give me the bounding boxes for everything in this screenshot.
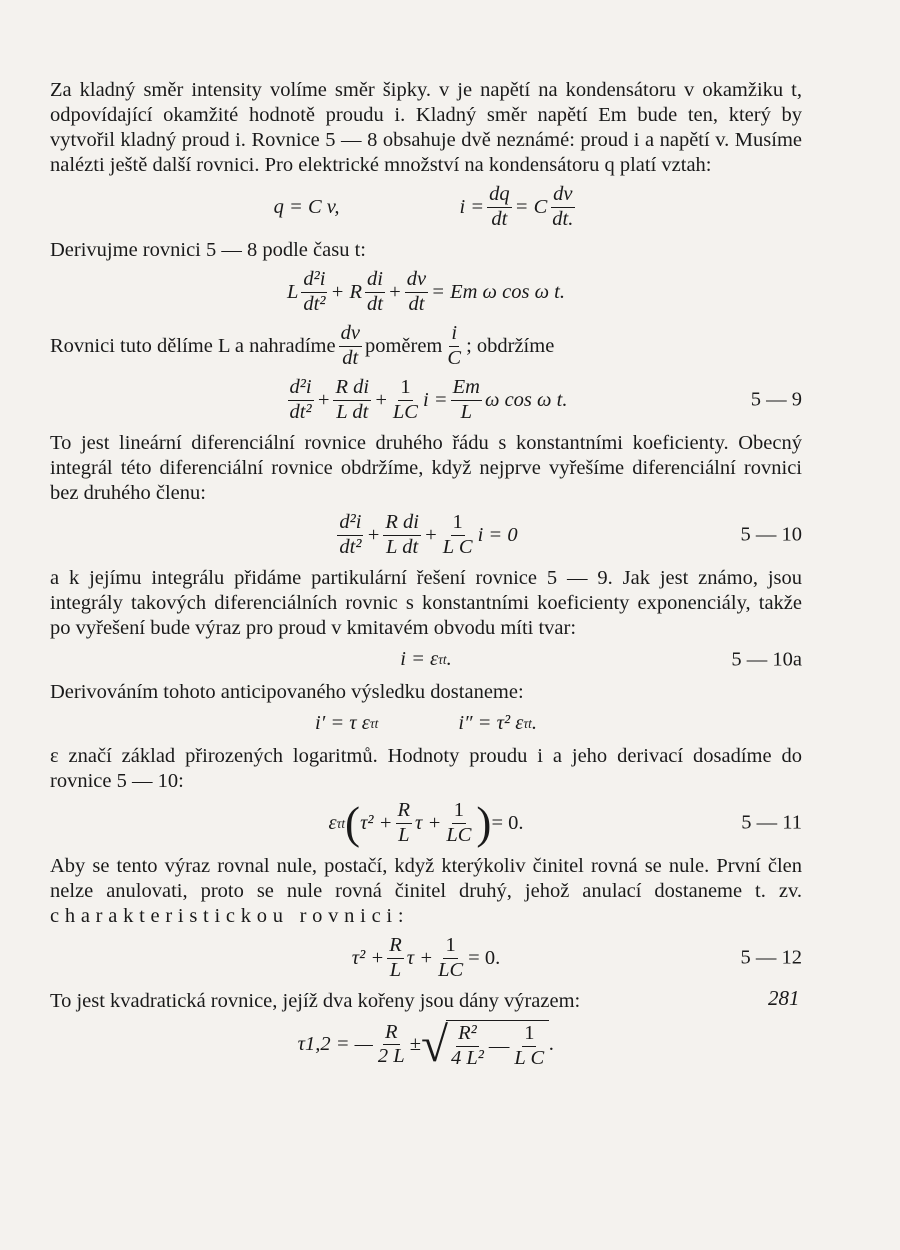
equation-number: 5 — 9 <box>750 388 802 411</box>
equation-charge: q = C v, i = $\frac{dq}{dt}$ = C $\frac{dv}{dt.}$ <box>273 183 574 230</box>
paragraph: ε značí základ přirozených logaritmů. Hodnoty proudu i a jeho derivací dosadíme do rovnice 5 — 10: <box>50 745 802 793</box>
paragraph: To jest lineární diferenciální rovnice druhého řádu s konstantními koeficienty. Obecný integrál této diferenciální rovnice obdržíme, když nejprve vyřešíme diferenciální rovnici bez druhého členu: <box>50 432 802 505</box>
equation-number: 5 — 10a <box>731 648 802 671</box>
equation-5-10: $\frac{\text{d²i}}{\text{dt²}}$ + $\frac{\text{R di}}{\text{L dt}}$ + $\frac{1}{\text{L C}}$ i = 0 5 — 10 <box>339 511 802 558</box>
paragraph: Za kladný směr intensity volíme směr šipky. v je napětí na kondensátoru v okamžiku t, odpovídající okamžité hodnotě proudu i. Kladný směr napětí Em bude ten, který by vytvořil kladný proud i. Rovnice 5 — 8 obsahuje dvě neznámé: proud i a napětí v. Musíme nalézti ještě další rovnici. Pro elektrické množství na kondensátoru q platí vztah: <box>50 79 802 176</box>
paragraph: a k jejímu integrálu přidáme partikulární řešení rovnice 5 — 9. Jak jest známo, jsou integrály takových diferenciálních rovnic s konstantními koeficienty exponenciály, takže po vyřešení bude výraz pro proud v kmitavém obvodu míti tvar: <box>50 567 802 640</box>
paragraph: Derivujme rovnici 5 — 8 podle času t: <box>50 239 366 262</box>
paragraph-inline-fraction: Rovnici tuto dělíme L a nahradíme $\frac{dv}{dt}$ poměrem $\frac{i}{C}$ ; obdržíme <box>50 322 555 369</box>
equation-number: 5 — 12 <box>740 946 802 969</box>
paragraph: Aby se tento výraz rovnal nule, postačí, když kterýkoliv činitel rovná se nule. První člen nelze anulovati, proto se nule rovná činitel druhý, jehož anulací dostaneme t. zv. charakteristickou rovnici: <box>50 855 802 928</box>
paragraph: To jest kvadratická rovnice, jejíž dva kořeny jsou dány výrazem: <box>50 990 581 1013</box>
page-number: 281 <box>768 986 800 1010</box>
equation-number: 5 — 11 <box>741 811 802 834</box>
equation-derivative: L $\frac{\text{d²i}}{\text{dt²}}$ + R $\frac{di}{dt}$ + $\frac{dv}{dt}$ = Em ω cos ω t. <box>286 268 566 315</box>
square-root: √ $\frac{\text{R²}}{\text{4 L²}}$ — $\frac{1}{\text{L C}}$ <box>421 1020 549 1069</box>
equation-5-9: $\frac{\text{d²i}}{\text{dt²}}$ + $\frac{\text{R di}}{\text{L dt}}$ + $\frac{1}{LC}$ i = $\frac{Em}{L}$ ω cos ω t. 5 — 9 <box>289 376 802 423</box>
equation-roots: τ1,2 = — $\frac{R}{2 L}$ ± √ $\frac{\text{R²}}{\text{4 L²}}$ — $\frac{1}{\text{L C}}$ . <box>297 1017 555 1073</box>
equation-5-11: ε τt ( τ² + $\frac{R}{L}$ τ + $\frac{1}{LC}$ ) = 0. 5 — 11 <box>328 797 802 848</box>
page-body <box>50 78 802 1077</box>
equation-5-12: τ² + $\frac{R}{L}$ τ + $\frac{1}{LC}$ = 0. 5 — 12 <box>351 934 802 981</box>
equation-5-10a: i = ε τt . 5 — 10a <box>400 648 802 671</box>
paragraph: Derivováním tohoto anticipovaného výsledku dostaneme: <box>50 681 524 704</box>
equation-number: 5 — 10 <box>740 523 802 546</box>
equation-derivatives: i′ = τ ε τt i″ = τ² ε τt . <box>315 712 537 735</box>
